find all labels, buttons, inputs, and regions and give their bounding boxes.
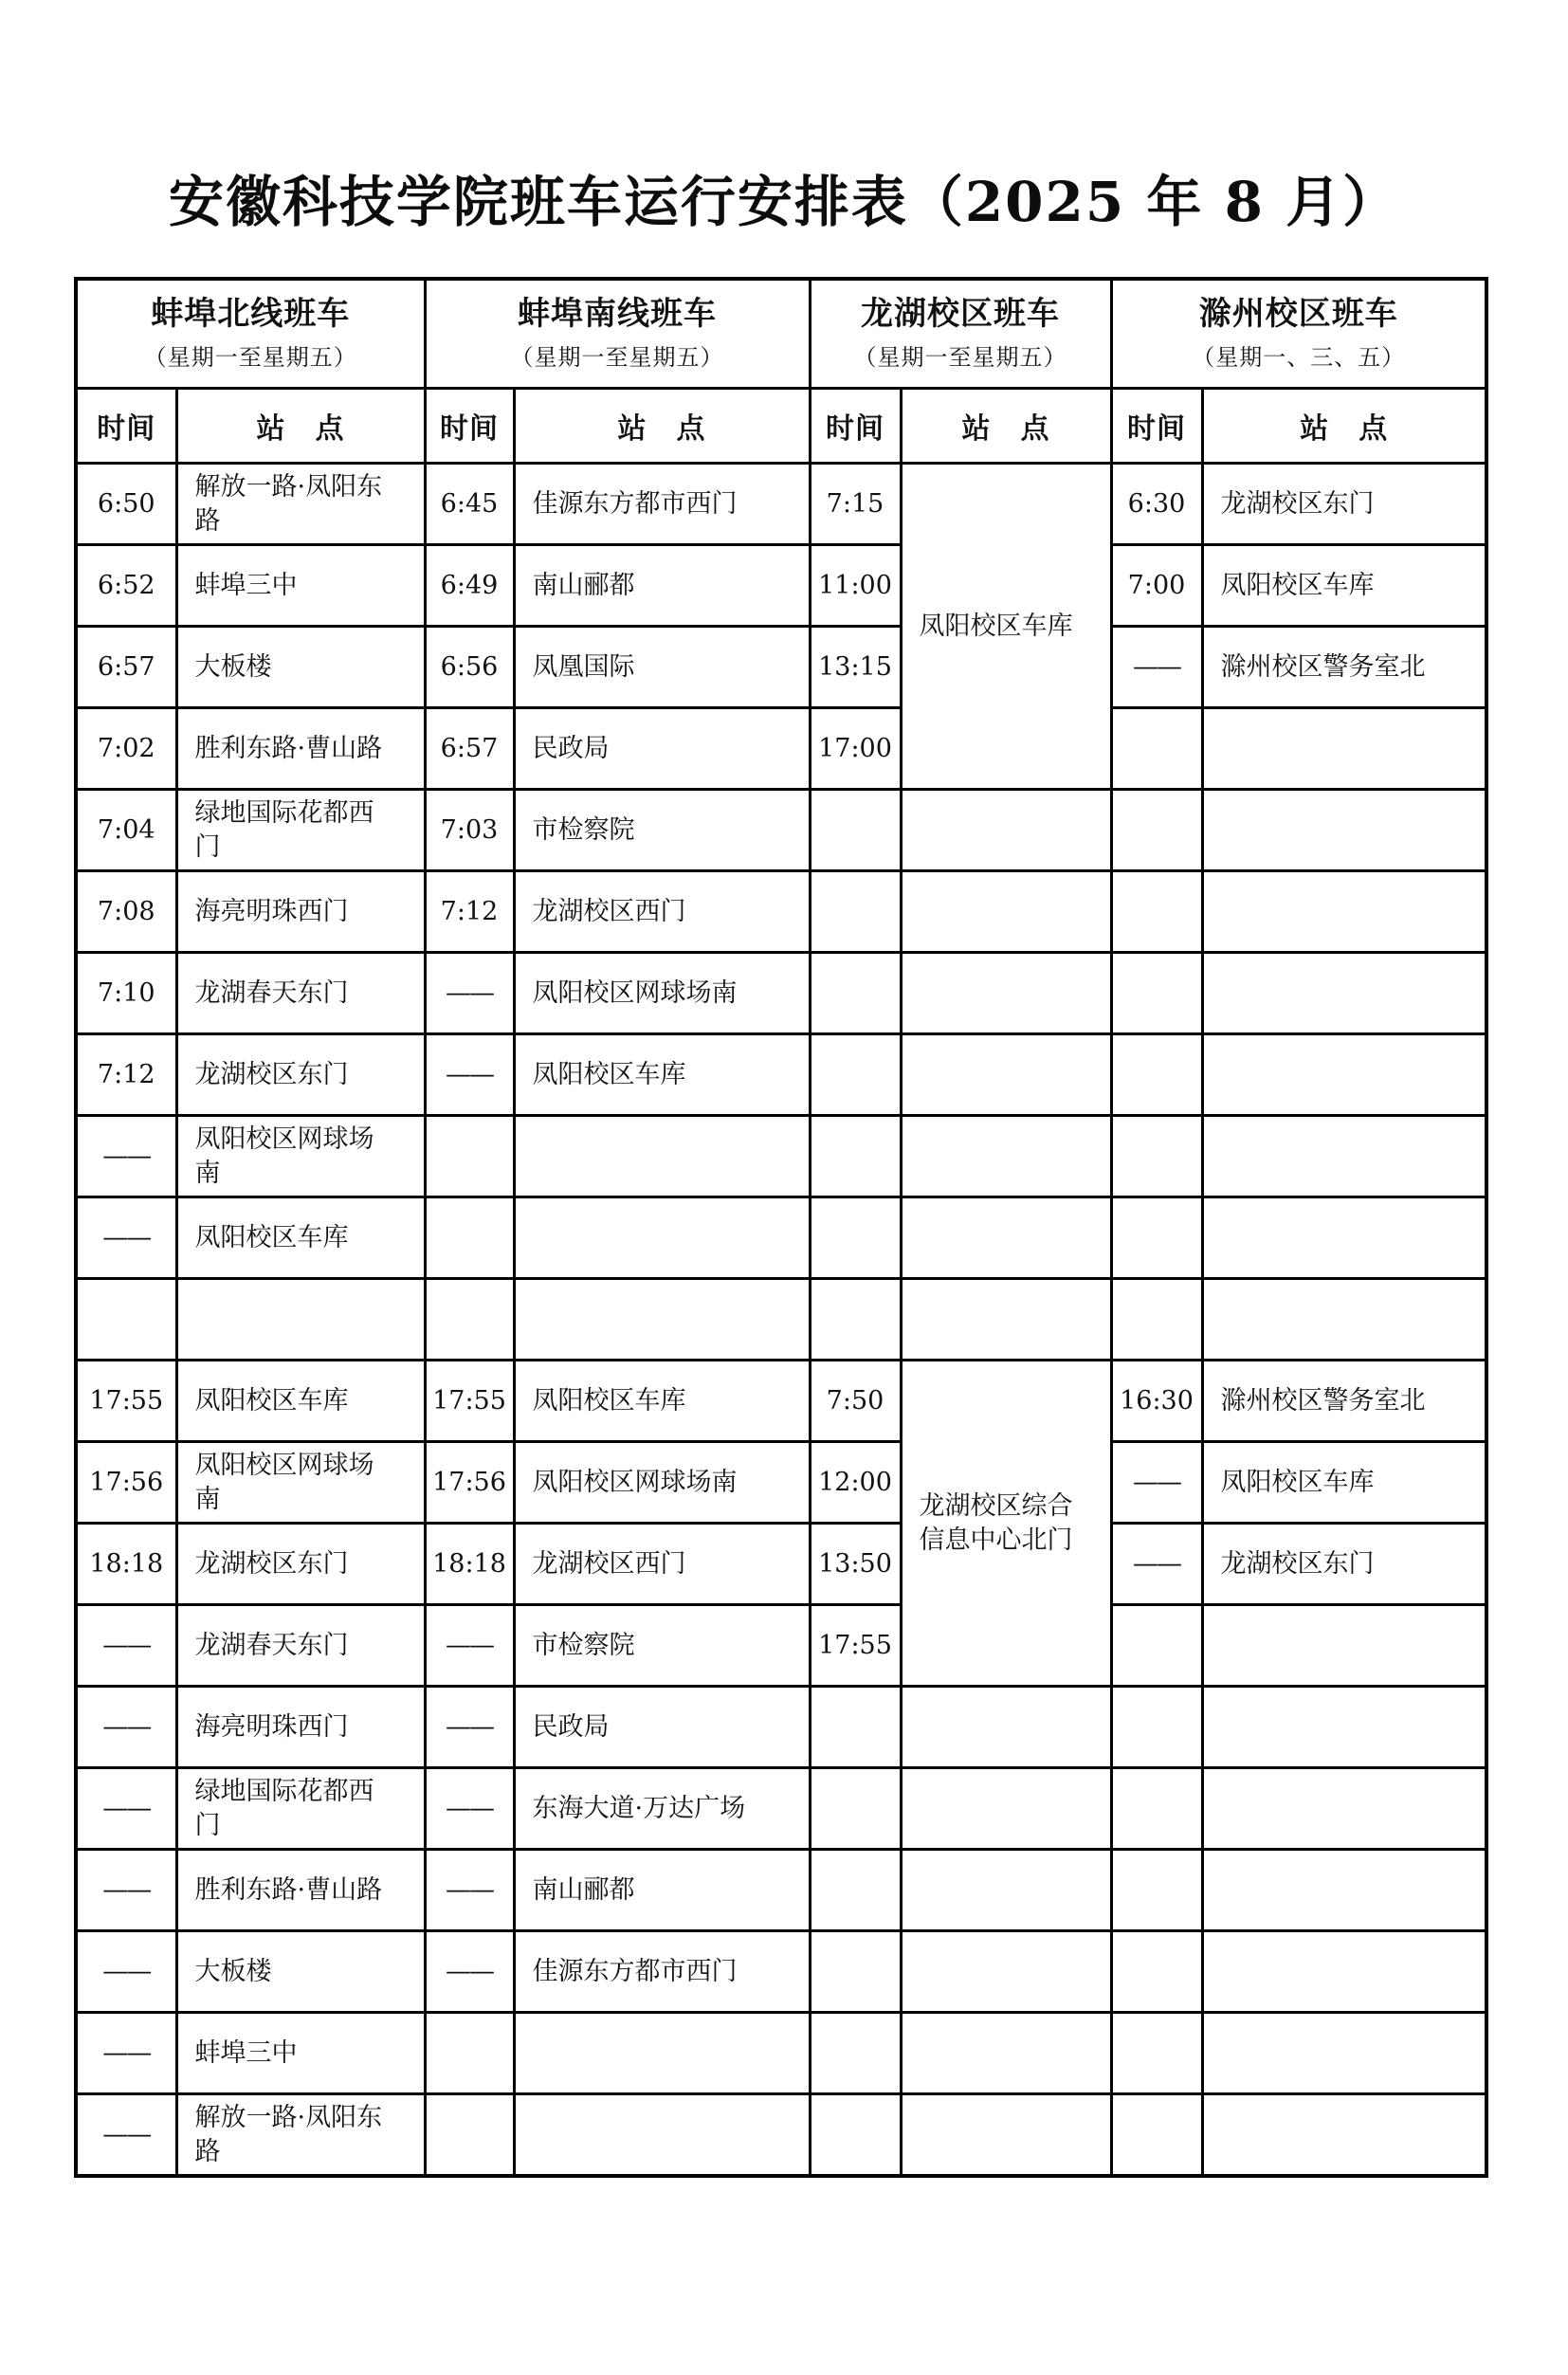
col-header-time: 时间: [810, 389, 901, 464]
time-cell: [1111, 1279, 1202, 1361]
station-cell: [1202, 1116, 1486, 1197]
station-cell: 海亮明珠西门: [176, 1687, 425, 1768]
time-cell: [1111, 1197, 1202, 1279]
station-cell: 凤凰国际: [514, 627, 810, 708]
station-cell: 凤阳校区网球场南: [176, 1442, 425, 1524]
column-header-row: [76, 389, 1486, 464]
station-cell: [1202, 1279, 1486, 1361]
table-row: [76, 1442, 1486, 1524]
table-row: [76, 1197, 1486, 1279]
time-cell: [810, 1931, 901, 2013]
station-cell: [901, 790, 1111, 871]
station-cell: 佳源东方都市西门: [514, 1931, 810, 2013]
station-cell: [901, 1768, 1111, 1850]
station-cell: [1202, 953, 1486, 1034]
time-cell: 7:12: [76, 1034, 176, 1116]
time-cell: 17:55: [76, 1361, 176, 1442]
table-row: [76, 1116, 1486, 1197]
group-header-row: [76, 279, 1486, 389]
table-row: [76, 1768, 1486, 1850]
station-cell: [514, 2094, 810, 2177]
time-cell: [1111, 1605, 1202, 1687]
time-cell: 17:56: [76, 1442, 176, 1524]
time-cell: [1111, 1687, 1202, 1768]
time-cell: ——: [425, 1687, 514, 1768]
time-cell: ——: [1111, 1524, 1202, 1605]
table-row: [76, 1850, 1486, 1931]
table-row: [76, 1605, 1486, 1687]
station-cell: 蚌埠三中: [176, 545, 425, 627]
station-cell: [1202, 1850, 1486, 1931]
col-header-station: 站 点: [176, 389, 425, 464]
time-cell: 7:10: [76, 953, 176, 1034]
time-cell: [1111, 790, 1202, 871]
time-cell: 17:55: [810, 1605, 901, 1687]
station-cell: 绿地国际花都西门: [176, 790, 425, 871]
station-cell: 龙湖校区东门: [1202, 464, 1486, 545]
time-cell: 7:02: [76, 708, 176, 790]
station-cell: 东海大道·万达广场: [514, 1768, 810, 1850]
time-cell: [425, 2013, 514, 2094]
station-cell: 佳源东方都市西门: [514, 464, 810, 545]
station-cell: [1202, 2013, 1486, 2094]
group-title: 蚌埠南线班车: [518, 294, 717, 333]
time-cell: ——: [76, 1850, 176, 1931]
time-cell: 7:00: [1111, 545, 1202, 627]
time-cell: 18:18: [425, 1524, 514, 1605]
time-cell: 6:57: [76, 627, 176, 708]
station-cell: [901, 1034, 1111, 1116]
time-cell: 6:56: [425, 627, 514, 708]
station-cell: 绿地国际花都西门: [176, 1768, 425, 1850]
station-cell: 大板楼: [176, 627, 425, 708]
time-cell: 7:04: [76, 790, 176, 871]
time-cell: [1111, 1034, 1202, 1116]
time-cell: 6:45: [425, 464, 514, 545]
station-cell: [1202, 708, 1486, 790]
time-cell: ——: [425, 1931, 514, 2013]
time-cell: ——: [76, 1197, 176, 1279]
station-cell: [901, 1850, 1111, 1931]
station-cell: [1202, 871, 1486, 953]
time-cell: 6:52: [76, 545, 176, 627]
time-cell: 17:00: [810, 708, 901, 790]
station-cell: 凤阳校区车库: [901, 464, 1111, 790]
table-row: [76, 2094, 1486, 2177]
group-days: （星期一至星期五）: [143, 344, 357, 372]
time-cell: 6:57: [425, 708, 514, 790]
station-cell: 凤阳校区网球场南: [514, 953, 810, 1034]
time-cell: ——: [76, 1605, 176, 1687]
time-cell: [810, 2013, 901, 2094]
time-cell: 17:55: [425, 1361, 514, 1442]
station-cell: [901, 2013, 1111, 2094]
time-cell: ——: [76, 1768, 176, 1850]
time-cell: ——: [425, 1850, 514, 1931]
time-cell: 18:18: [76, 1524, 176, 1605]
time-cell: ——: [425, 1605, 514, 1687]
col-header-station: 站 点: [901, 389, 1111, 464]
station-cell: 龙湖春天东门: [176, 953, 425, 1034]
time-cell: 6:49: [425, 545, 514, 627]
time-cell: [1111, 2013, 1202, 2094]
time-cell: [425, 2094, 514, 2177]
time-cell: [76, 1279, 176, 1361]
time-cell: [810, 2094, 901, 2177]
station-cell: 龙湖校区东门: [176, 1034, 425, 1116]
station-cell: 龙湖校区西门: [514, 1524, 810, 1605]
station-cell: 大板楼: [176, 1931, 425, 2013]
station-cell: 龙湖校区综合信息中心北门: [901, 1361, 1111, 1687]
time-cell: [810, 1687, 901, 1768]
group-title: 龙湖校区班车: [861, 294, 1060, 333]
time-cell: [425, 1116, 514, 1197]
time-cell: ——: [76, 2094, 176, 2177]
time-cell: ——: [425, 953, 514, 1034]
station-cell: [1202, 1197, 1486, 1279]
bus-schedule-table: [74, 277, 1488, 2178]
station-cell: [514, 1116, 810, 1197]
station-cell: [1202, 2094, 1486, 2177]
table-row: [76, 1034, 1486, 1116]
group-days: （星期一至星期五）: [853, 344, 1067, 372]
col-header-time: 时间: [425, 389, 514, 464]
col-header-time: 时间: [76, 389, 176, 464]
station-cell: 龙湖春天东门: [176, 1605, 425, 1687]
station-cell: 胜利东路·曹山路: [176, 1850, 425, 1931]
station-cell: [1202, 1605, 1486, 1687]
table-row: [76, 1361, 1486, 1442]
station-cell: [1202, 1768, 1486, 1850]
station-cell: [901, 1116, 1111, 1197]
station-cell: 市检察院: [514, 790, 810, 871]
time-cell: [810, 1116, 901, 1197]
time-cell: ——: [76, 1931, 176, 2013]
table-row: [76, 790, 1486, 871]
station-cell: [1202, 1034, 1486, 1116]
time-cell: 6:50: [76, 464, 176, 545]
time-cell: ——: [425, 1768, 514, 1850]
schedule-body: [76, 464, 1486, 2177]
station-cell: 凤阳校区车库: [1202, 545, 1486, 627]
time-cell: ——: [425, 1034, 514, 1116]
table-row: [76, 464, 1486, 545]
station-cell: 滁州校区警务室北: [1202, 1361, 1486, 1442]
station-cell: 凤阳校区车库: [176, 1197, 425, 1279]
time-cell: [1111, 2094, 1202, 2177]
table-row: [76, 1524, 1486, 1605]
time-cell: [810, 790, 901, 871]
time-cell: [810, 1279, 901, 1361]
station-cell: 凤阳校区车库: [514, 1361, 810, 1442]
time-cell: [1111, 1768, 1202, 1850]
time-cell: 6:30: [1111, 464, 1202, 545]
time-cell: 7:12: [425, 871, 514, 953]
time-cell: 13:15: [810, 627, 901, 708]
station-cell: 解放一路·凤阳东路: [176, 2094, 425, 2177]
station-cell: 胜利东路·曹山路: [176, 708, 425, 790]
station-cell: 民政局: [514, 708, 810, 790]
table-row: [76, 1931, 1486, 2013]
table-row: [76, 1279, 1486, 1361]
station-cell: [901, 871, 1111, 953]
station-cell: [901, 1687, 1111, 1768]
group-title: 蚌埠北线班车: [151, 294, 351, 333]
station-cell: [1202, 1931, 1486, 2013]
station-cell: 解放一路·凤阳东路: [176, 464, 425, 545]
station-cell: 市检察院: [514, 1605, 810, 1687]
time-cell: [1111, 708, 1202, 790]
station-cell: 凤阳校区网球场南: [176, 1116, 425, 1197]
table-row: [76, 2013, 1486, 2094]
time-cell: 7:50: [810, 1361, 901, 1442]
time-cell: 17:56: [425, 1442, 514, 1524]
time-cell: [810, 1850, 901, 1931]
station-cell: 凤阳校区网球场南: [514, 1442, 810, 1524]
time-cell: [810, 1768, 901, 1850]
col-header-station: 站 点: [514, 389, 810, 464]
table-row: [76, 1687, 1486, 1768]
station-cell: 凤阳校区车库: [1202, 1442, 1486, 1524]
station-cell: 海亮明珠西门: [176, 871, 425, 953]
station-cell: [514, 1279, 810, 1361]
station-cell: [514, 2013, 810, 2094]
station-cell: [901, 953, 1111, 1034]
time-cell: 7:15: [810, 464, 901, 545]
time-cell: [425, 1197, 514, 1279]
station-cell: 滁州校区警务室北: [1202, 627, 1486, 708]
time-cell: [810, 953, 901, 1034]
station-cell: 凤阳校区车库: [176, 1361, 425, 1442]
group-days: （星期一至星期五）: [510, 344, 724, 372]
time-cell: [1111, 1931, 1202, 2013]
station-cell: 龙湖校区东门: [1202, 1524, 1486, 1605]
time-cell: [1111, 953, 1202, 1034]
group-header-longhu: [810, 279, 1111, 389]
group-days: （星期一、三、五）: [1192, 344, 1406, 372]
station-cell: 民政局: [514, 1687, 810, 1768]
station-cell: [1202, 1687, 1486, 1768]
group-title: 滁州校区班车: [1198, 294, 1398, 333]
col-header-station: 站 点: [1202, 389, 1486, 464]
table-row: [76, 545, 1486, 627]
page-title: 安徽科技学院班车运行安排表（2025 年 8 月）: [168, 170, 1400, 234]
table-row: [76, 708, 1486, 790]
station-cell: 龙湖校区东门: [176, 1524, 425, 1605]
time-cell: 13:50: [810, 1524, 901, 1605]
table-row: [76, 871, 1486, 953]
station-cell: 南山郦都: [514, 545, 810, 627]
station-cell: [176, 1279, 425, 1361]
group-header-bengbu-south: [425, 279, 810, 389]
station-cell: [901, 1279, 1111, 1361]
table-row: [76, 627, 1486, 708]
time-cell: ——: [76, 1687, 176, 1768]
station-cell: [514, 1197, 810, 1279]
time-cell: ——: [76, 1116, 176, 1197]
time-cell: 7:08: [76, 871, 176, 953]
time-cell: [810, 871, 901, 953]
document-page: [0, 157, 1568, 2375]
time-cell: ——: [1111, 627, 1202, 708]
time-cell: 16:30: [1111, 1361, 1202, 1442]
time-cell: ——: [76, 2013, 176, 2094]
time-cell: [810, 1034, 901, 1116]
station-cell: 蚌埠三中: [176, 2013, 425, 2094]
time-cell: ——: [1111, 1442, 1202, 1524]
time-cell: [810, 1197, 901, 1279]
time-cell: 11:00: [810, 545, 901, 627]
col-header-time: 时间: [1111, 389, 1202, 464]
time-cell: [425, 1279, 514, 1361]
group-header-bengbu-north: [76, 279, 425, 389]
station-cell: [901, 1931, 1111, 2013]
table-row: [76, 953, 1486, 1034]
time-cell: 7:03: [425, 790, 514, 871]
group-header-chuzhou: [1111, 279, 1486, 389]
station-cell: 南山郦都: [514, 1850, 810, 1931]
time-cell: [1111, 1850, 1202, 1931]
time-cell: [1111, 1116, 1202, 1197]
time-cell: [1111, 871, 1202, 953]
station-cell: [901, 1197, 1111, 1279]
time-cell: 12:00: [810, 1442, 901, 1524]
station-cell: 凤阳校区车库: [514, 1034, 810, 1116]
station-cell: 龙湖校区西门: [514, 871, 810, 953]
station-cell: [901, 2094, 1111, 2177]
station-cell: [1202, 790, 1486, 871]
